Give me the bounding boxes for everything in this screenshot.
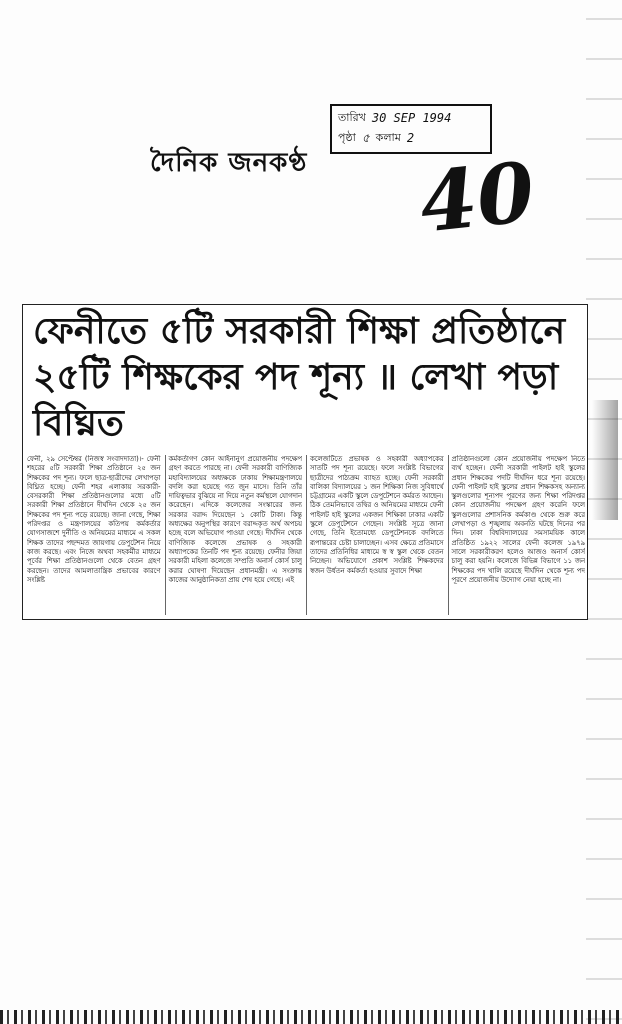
column-value: 2	[406, 131, 415, 145]
article-column: ফেনী, ২৯ সেপ্টেম্বর (নিজস্ব সংবাদদাতা)।- ফেনী শহরের ৫টি সরকারী শিক্ষা প্রতিষ্ঠানে ২৫ জন শিক্ষকের পদ শূন্য। ফলে ছাত্র-ছাত্রীদের লেখাপড়া বিঘ্নিত হচ্ছে। ফেনী শহর এলাকায় সরকারী-বেসরকারী শিক্ষা প্রতিষ্ঠানগুলোর মধ্যে ৫টি সরকারী শিক্ষা প্রতিষ্ঠানে দীর্ঘদিন থেকে ২৫ জন শিক্ষকের পদ শূন্য পড়ে রয়েছে। জানা গেছে, শিক্ষা পরিদপ্তর ও মন্ত্রণালয়ের কতিপয় কর্মকর্তার যোগসাজশে দুর্নীতি ও অনিয়মের মাধ্যমে এ সকল শিক্ষক তাদের পছন্দমত জায়গায় ডেপুটেশন নিয়ে কাজ করছে। এবং নিজে অথবা সহকর্মীর মাধ্যমে পূর্বের শিক্ষা প্রতিষ্ঠানগুলো থেকে বেতন গ্রহণ করছেন। তাদের আমলাতান্ত্রিক প্রভাবের কারণে সংশ্লিষ্ট	[27, 455, 161, 584]
page-label: পৃষ্ঠা	[338, 131, 356, 144]
date-stamp	[330, 104, 492, 154]
date-value: 30 SEP 1994	[371, 111, 452, 125]
newspaper-masthead: দৈনিক জনকণ্ঠ	[150, 148, 308, 178]
newspaper-clipping	[22, 304, 588, 620]
column-label: কলাম	[375, 131, 401, 144]
date-label: তারিখ	[338, 111, 366, 124]
article-column: কর্মকর্তাগণ কোন আইনানুগ প্রয়োজনীয় পদক্ষেপ গ্রহণ করতে পারছে না। ফেনী সরকারী বাণিজ্যিক মহাবিদ্যালয়ের অধ্যক্ষকে ঢাকায় শিক্ষামন্ত্রণালয়ে বদলি করা হয়েছে গত জুন মাসে। তিনি তাঁর দায়িত্বভার বুঝিয়ে না দিয়ে নতুন কর্মস্থলে যোগদান করেছেন। এদিকে কলেজের সংস্কারের জন্য সরকার বরাদ্দ দিয়েছেন ১ কোটি টাকা। কিন্তু অধ্যক্ষের অনুপস্থির কারণে বরাদ্দকৃত অর্থ অপচয় হচ্ছে বলে অভিযোগ পাওয়া গেছে। দীর্ঘদিন থেকে বাণিজ্যিক কলেজে প্রভাষক ও সহকারী অধ্যাপকের তিনটি পদ শূন্য রয়েছে। ফেনীর জিয়া সরকারী মহিলা কলেজে সম্প্রতি অনার্স কোর্স চালু করার ঘোষণা দিয়েছেন প্রধানমন্ত্রী। এ সংক্রান্ত কাজের আনুষ্ঠানিকতা প্রায় শেষ হয়ে গেছে। এই	[165, 455, 303, 615]
article-headline: ফেনীতে ৫টি সরকারী শিক্ষা প্রতিষ্ঠানে ২৫টি শিক্ষকের পদ শূন্য ॥ লেখা পড়া বিঘ্নিত	[33, 311, 566, 444]
article-body	[27, 455, 585, 615]
torn-edge	[592, 400, 618, 520]
article-column: কলেজটিতে প্রভাষক ও সহকারী অধ্যাপকের সাতটি পদ শূন্য রয়েছে। ফলে সংশ্লিষ্ট বিভাগের ছাত্রীদের পাঠ্যক্রম ব্যাহত হচ্ছে। ফেনী সরকারী বালিকা বিদ্যালয়ের ১ জন শিক্ষিকা নিজ সুবিধার্থে চট্টগ্রামের একটি স্কুলে ডেপুটেশনে কর্মরত আছেন। ঠিক তেমনিভাবে তদ্বির ও অনিয়মের মাধ্যমে ফেনী পাইলট হাই স্কুলের একজন শিক্ষিকা ঢাকার একটি স্কুলে ডেপুটেশনে গেছেন। সংশ্লিষ্ট সূত্রে জানা গেছে, তিনি ইতোমধ্যে ডেপুটেশনকে বদলিতে রূপান্তরের চেষ্টা চালাচ্ছেন। এসব ক্ষেত্রে প্রতিমাসে তাদের প্রতিনিধির মাধ্যমে স্ব স্ব স্কুল থেকে বেতন নিচ্ছেন। অভিযোগে প্রকাশ সংশ্লিষ্ট শিক্ষকদের স্বজন উর্ধতন কর্মকর্তা হওয়ার সুবাদে শিক্ষা	[306, 455, 444, 615]
scan-bottom-edge	[0, 1010, 622, 1024]
handwritten-page-number: 40	[415, 144, 539, 252]
page-value: ৫	[361, 131, 370, 145]
article-column: প্রতিষ্ঠানগুলো কোন প্রয়োজনীয় পদক্ষেপ নিতে ব্যর্থ হচ্ছেন। ফেনী সরকারী পাইলট হাই স্কুলের প্রধান শিক্ষকের পদটি দীর্ঘদিন ধরে শূন্য রয়েছে। ফেনী পাইলট হাই স্কুলের প্রধান শিক্ষকসহ অন্যান্য স্কুলগুলোর শূন্যপদ পূরণের জন্য শিক্ষা পরিদপ্তর কোন প্রয়োজনীয় পদক্ষেপ গ্রহণ করেনি ফলে স্কুলগুলোর প্রশাসনিক কর্মকাণ্ড থেকে শুরু করে লেখাপড়া ও শৃঙ্খলায় অবনতি ঘটছে দিনের পর দিন। ঢাকা বিশ্ববিদ্যালয়ের সমসাময়িক কালে প্রতিষ্ঠিত ১৯২২ সালের ফেনী কলেজ ১৯৭৯ সালে সরকারীকরণ হলেও আজও অনার্স কোর্স চালু করা হয়নি। কলেজে বিভিন্ন বিভাগে ১১ জন শিক্ষকের পদ খালি রয়েছে দীর্ঘদিন থেকে শূন্য পদ পূরণে প্রয়োজনীয় উদ্যোগ নেয়া হচ্ছে না।	[448, 455, 586, 615]
